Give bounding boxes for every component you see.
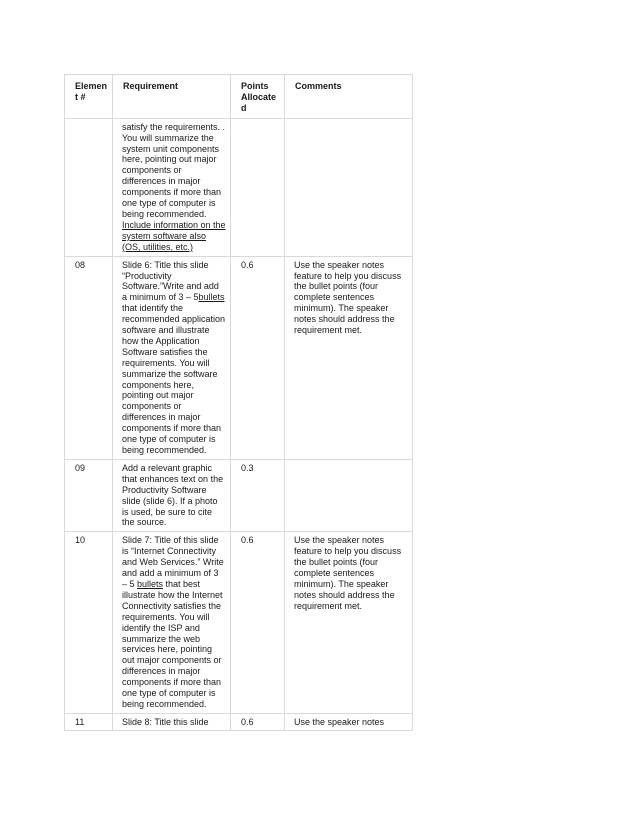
row-element: 09 (65, 459, 113, 531)
row-element: 11 (65, 713, 113, 730)
header-points: Points Allocated (231, 75, 285, 119)
row-points: 0.6 (231, 713, 285, 730)
row-requirement: Add a relevant graphic that enhances text on the Productivity Software slide (slide 6). If a photo is used, be sure to cite the source. (113, 459, 231, 531)
requirement-text-continued: that best illustrate how the Internet Connectivity satisfies the requirements. You will identify the ISP and summarize the web services here, pointing out major components or differences in major components if more than one type of computer is being recommended. (122, 578, 223, 709)
row-points: 0.6 (231, 256, 285, 459)
row-points: 0.3 (231, 459, 285, 531)
row-comments: Use the speaker notes feature to help you discuss the bullet points (four complete sentences minimum). The speaker notes should address the requirement met. (285, 256, 413, 459)
requirement-text: Slide 7: Title of this slide is “Internet Connectivity and Web Services.” Write and add a minimum of 3 – 5 (122, 535, 224, 589)
requirement-text: satisfy the requirements. . You will summarize the system unit components here, pointing out major components or differences in major components if more than one type of computer is being recommended. (122, 121, 226, 219)
table-row (65, 118, 413, 256)
row-element (65, 118, 113, 256)
row-element: 08 (65, 256, 113, 459)
bullets-underlined-text: bullets (137, 578, 164, 589)
row-points: 0.6 (231, 532, 285, 714)
header-requirement: Requirement (113, 75, 231, 119)
row-comments: Use the speaker notes (285, 713, 413, 730)
requirements-table (64, 74, 413, 731)
row-requirement (113, 118, 231, 256)
row-comments (285, 118, 413, 256)
table-row (65, 459, 413, 531)
header-element: Element # (65, 75, 113, 119)
bullets-underlined-text: bullets (198, 292, 225, 303)
table-row (65, 532, 413, 714)
requirement-text: Slide 6: Title this slide “Productivity Software.”Write and add a minimum of 3 – 5 (122, 259, 219, 303)
row-element: 10 (65, 532, 113, 714)
row-requirement: Slide 8: Title this slide (113, 713, 231, 730)
row-comments (285, 459, 413, 531)
row-comments: Use the speaker notes feature to help you discuss the bullet points (four complete sentences minimum). The speaker notes should address the requirement met. (285, 532, 413, 714)
table-row (65, 256, 413, 459)
row-requirement (113, 532, 231, 714)
row-points (231, 118, 285, 256)
row-requirement (113, 256, 231, 459)
table-row (65, 713, 413, 730)
requirement-text-continued: that identify the recommended application software and illustrate how the Application Software satisfies the requirements. You will summarize the software components here, pointing out major components or differences in major components if more than one type of computer is being recommended. (122, 303, 226, 455)
header-comments: Comments (285, 75, 413, 119)
header-row (65, 75, 413, 119)
requirement-underlined-text: Include information on the system software also (OS, utilities, etc.) (122, 219, 226, 252)
